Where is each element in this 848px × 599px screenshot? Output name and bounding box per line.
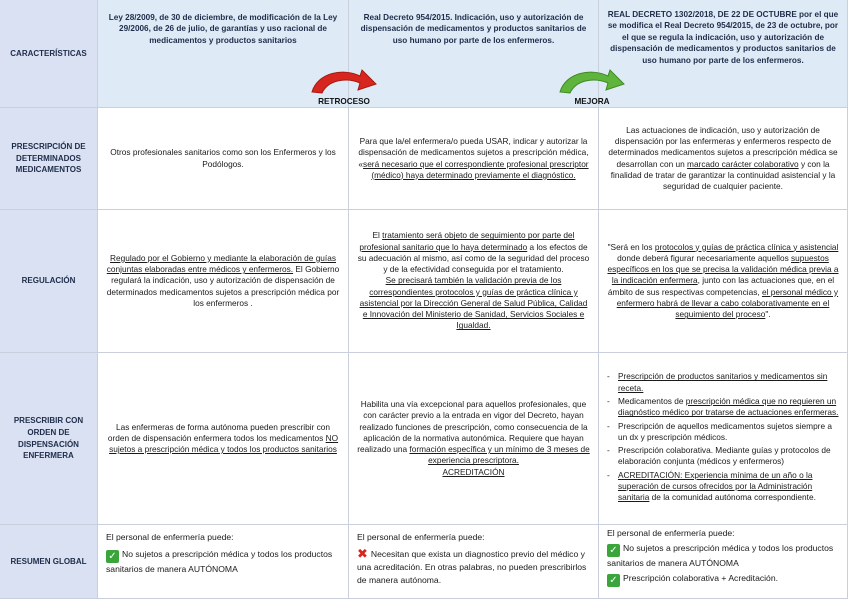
cell-text: Las actuaciones de indicación, uso y autorización de dispensación por las enfermeras y enfermeros respecto de determinados medicamentos sujetos a prescripción médica se desarrollan con un [608,124,838,169]
cell-text: El [372,230,383,241]
list-item [605,421,841,444]
row-label-text: PRESCRIPCIÓN DE DETERMINADOS MEDICAMENTOS [11,142,86,175]
cell-text-underlined: ACREDITACIÓN [442,466,505,477]
check-icon: ✓ [607,544,620,557]
list-item-text: de la comunidad autónoma correspondiente. [649,492,816,503]
prescribir-rd1302 [599,353,848,525]
cell-text-underlined: Regulado por el Gobierno y mediante la elaboración de guías conjuntas elaboradas entre médicos y enfermeros. [106,252,336,275]
summary-text: Necesitan que exista un diagnostico previo del médico y una acreditación. En otras palabras, no pueden prescribirlos de manera autónoma. [357,548,587,585]
resumen-ley [98,525,349,599]
cell-text: donde deberá figurar necesariamente aquellos [617,252,792,263]
check-icon: ✓ [607,574,620,587]
retroceso-label: RETROCESO [318,97,370,106]
cell-text-underlined: formación específica y un mínimo de 3 meses de experiencia prescriptora. [409,444,590,466]
header-rd1302-text: REAL DECRETO 1302/2018, DE 22 DE OCTUBRE por el que se modifica el Real Decreto 954/2015, de 23 de octubre, por el que se regula la indicación, uso y autorización de dispensación de medicamentos y productos sanitarios de uso humano por parte de los enfermeros. [607,10,839,65]
cell-text-underlined: Se precisará también la validación previa de los correspondientes protocolos y guías de práctica clínica y asistencial por la Dirección General de Salud Pública, Calidad e Innovación del Ministerio de Sanidad, Servicios Sociales e Igualdad. [359,275,588,331]
cell-text: Otros profesionales sanitarios como son los Enfermeros y los Podólogos. [110,147,336,169]
row-label-text: REGULACIÓN [21,276,76,286]
regulacion-ley [98,210,349,353]
resumen-rd954 [349,525,599,599]
summary-line [357,545,590,587]
row-label-caracteristicas [0,0,98,108]
header-ley-text: Ley 28/2009, de 30 de diciembre, de modificación de la Ley 29/2006, de 26 de julio, de garantías y uso racional de medicamentos y productos sanitarios [108,13,338,45]
row-label-text: CARACTERÍSTICAS [10,48,87,58]
list-item [605,371,841,394]
curved-arrow-green-icon [556,66,628,96]
cell-text: Habilita una vía excepcional para aquellos profesionales, que con carácter previo a la entrada en vigor del Decreto, hayan realizado funciones de prescripción, como consecuencia de la aplicación de la normativa autonómica. Requiere que hayan realizado una [357,399,588,455]
cell-text: Las enfermeras de forma autónoma pueden prescribir con orden de dispensación enfermera todos los medicamentos [107,421,330,443]
summary-line [106,548,340,576]
header-rd-1302-2018 [599,0,848,108]
check-icon: ✓ [106,550,119,563]
cell-text: a los efectos de su adecuación al mismo, así como de la seguridad del proceso y de la efectividad conseguida por el tratamiento. [357,241,590,275]
regulacion-rd954 [349,210,599,353]
mejora-label: MEJORA [574,97,610,106]
list-item-text: Prescripción colaborativa. Mediante guías y protocolos de elaboración conjunta (médicos y enfermeros) [618,445,831,467]
summary-text: Prescripción colaborativa + Acreditación. [623,572,779,583]
regulacion-rd1302 [599,210,848,353]
row-label-text: RESUMEN GLOBAL [10,556,87,566]
summary-line [607,542,839,570]
header-rd954-text: Real Decreto 954/2015. Indicación, uso y autorización de dispensación de medicamentos y productos sanitarios de uso humano por parte de los enfermeros. [360,13,587,45]
cell-text-underlined: supuestos específicos en los que se precisa la validación médica previa a la indicación enfermera [607,252,839,286]
summary-text: No sujetos a prescripción médica y todos los productos sanitarios de manera AUTÓNOMA [106,548,333,574]
prescribir-ley [98,353,349,525]
row-label-regulacion [0,210,98,353]
cell-text: y con la finalidad de tratar de garantizar la continuidad asistencial y la seguridad de cualquier paciente. [610,158,836,192]
summary-intro: El personal de enfermería puede: [607,528,735,538]
cell-text-underlined: marcado carácter colaborativo [687,158,799,169]
summary-intro: El personal de enfermería puede: [357,532,485,542]
cell-text: ". [765,309,771,320]
cell-text-underlined: NO sujetos a prescripción médica y todos los productos sanitarios [109,432,339,455]
row-label-prescripcion [0,108,98,210]
summary-line [607,572,778,587]
curved-arrow-red-icon [308,66,380,96]
cross-icon: ✖ [357,545,368,561]
prescribir-rd954 [349,353,599,525]
list-item-text: Prescripción de aquellos medicamentos sujetos siempre a un dx y prescripción médicos. [618,420,832,442]
prescripcion-rd1302 [599,108,848,210]
row-label-prescribir [0,353,98,525]
prescribir-rd1302-list [605,371,841,505]
resumen-rd1302 [599,525,848,599]
list-item-text: Medicamentos de [618,396,686,407]
list-item [605,470,841,504]
mejora-indicator [556,66,628,106]
row-label-resumen [0,525,98,599]
list-item-text-underlined: prescripción médica que no requieren un diagnóstico médico por tratarse de actuaciones enfermeras. [618,396,839,418]
cell-text: , junto con las actuaciones que, en el ámbito de sus respectivas competencias, [607,275,835,297]
cell-text-underlined: protocolos y guías de práctica clínica y asistencial [654,241,839,252]
list-item-text-underlined: ACREDITACIÓN: Experiencia mínima de un año o la superación de cursos ofrecidos por la Administración sanitaria [618,469,813,503]
retroceso-indicator [308,66,380,106]
cell-text-underlined: tratamiento será objeto de seguimiento por parte del profesional sanitario que lo haya determinado [359,230,575,252]
cell-text: "Será en los [607,241,655,252]
cell-text-underlined: será necesario que el correspondiente profesional prescriptor (médico) haya determinado previamente el diagnóstico. [363,158,589,180]
summary-intro: El personal de enfermería puede: [106,532,234,542]
summary-text: No sujetos a prescripción médica y todos los productos sanitarios de manera AUTÓNOMA [607,542,834,568]
cell-text: Para que la/el enfermera/o pueda USAR, indicar y autorizar la dispensación de medicamentos sujetos a prescripción médica, « [358,135,589,169]
list-item [605,396,841,419]
list-item-text-underlined: Prescripción de productos sanitarios y medicamentos sin receta. [618,371,828,393]
row-label-text: PRESCRIBIR CON ORDEN DE DISPENSACIÓN ENFERMERA [13,416,84,461]
cell-text-underlined: el personal médico y enfermero habrá de llevar a cabo colaborativamente en el seguimiento del proceso [616,286,839,320]
cell-text: El Gobierno regulará la indicación, uso y autorización de dispensación de determinados medicamentos sujetos a prescripción médica por los enfermeros . [106,264,340,308]
prescripcion-rd954 [349,108,599,210]
list-item [605,445,841,468]
prescripcion-ley [98,108,349,210]
